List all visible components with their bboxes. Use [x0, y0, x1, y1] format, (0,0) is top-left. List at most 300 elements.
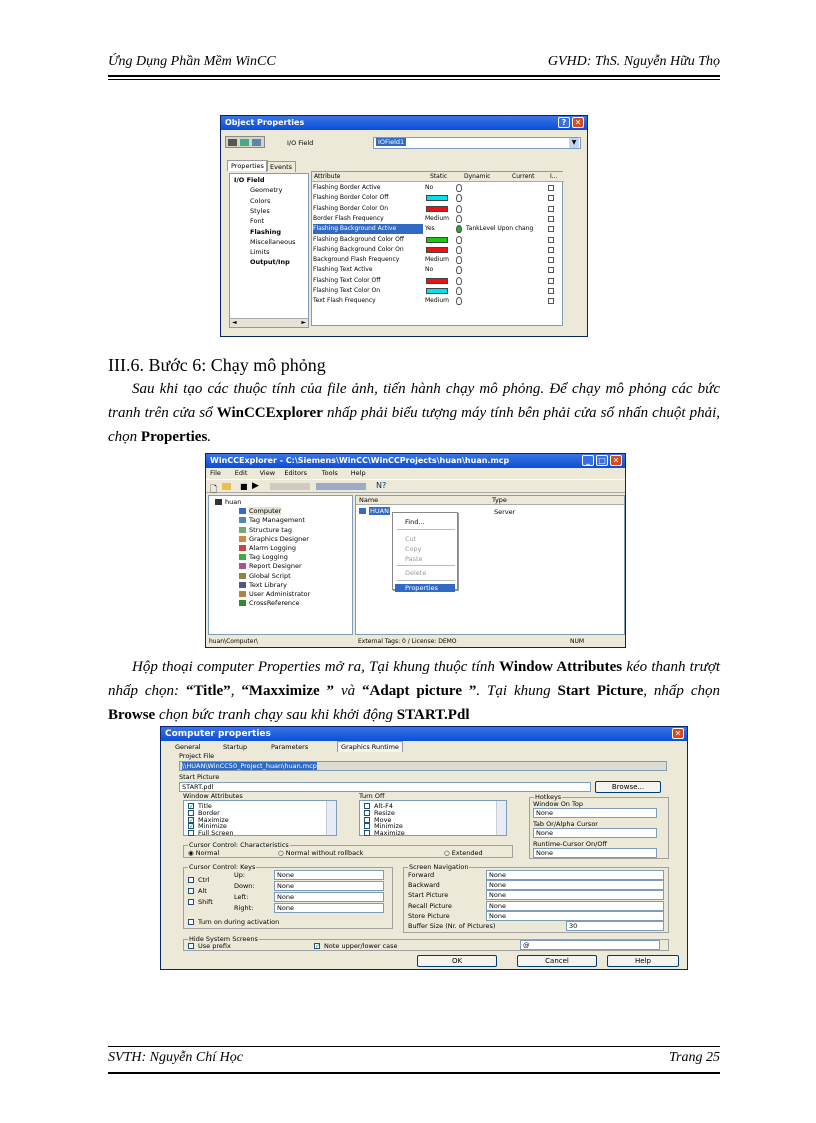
cursor-keys-label: Cursor Control: Keys [189, 863, 256, 871]
tree-item[interactable] [239, 562, 302, 570]
color-swatch[interactable] [426, 237, 448, 243]
tree-item[interactable] [239, 590, 310, 598]
close-icon[interactable]: ✕ [572, 117, 584, 128]
indirect-checkbox[interactable] [548, 216, 554, 222]
cursor-keys-group [183, 863, 393, 929]
tree-item-label: Structure tag [249, 525, 292, 534]
computer-properties-titlebar [161, 727, 687, 741]
table-row[interactable] [312, 255, 564, 265]
window-attribute-label: Title [198, 802, 212, 810]
menu-item[interactable]: Help [350, 469, 366, 477]
menu-separator [397, 529, 455, 530]
attribute-name: Flashing Background Active [313, 224, 423, 234]
color-swatch[interactable] [426, 278, 448, 284]
nav-label: Store Picture [408, 911, 450, 920]
view-icons[interactable] [316, 483, 366, 490]
window-attribute-label: Minimize [198, 822, 227, 831]
tree-item-icon [239, 582, 246, 588]
use-prefix-checkbox[interactable] [188, 942, 231, 950]
checkbox-icon[interactable] [188, 899, 194, 905]
p2-start-pdl: START.Pdl [396, 707, 470, 723]
modifier-checkbox[interactable] [188, 876, 210, 884]
help-icon[interactable]: ? [558, 117, 570, 128]
p2-m: chọn bức tranh chạy sau khi khởi động [155, 707, 397, 723]
key-field[interactable]: None [274, 870, 384, 880]
explorer-list [355, 495, 625, 635]
col-type: Type [492, 496, 507, 504]
tree-node[interactable]: Font [250, 217, 265, 226]
tree-item-icon [239, 563, 246, 569]
p1-text-a: Sau khi tạo các thuộc tính của file ảnh, tiến hành chạy mô phỏng. Để chạy mô phỏng các bức tranh trên cửa sổ [108, 381, 720, 421]
indirect-checkbox[interactable] [548, 298, 554, 304]
tab-alpha-field[interactable]: None [533, 828, 657, 838]
tree-item-label: Text Library [249, 580, 287, 589]
tree-item[interactable] [239, 535, 309, 543]
project-file-value: \\HUAN\WinCC50_Project_huan\huan.mcp [182, 762, 317, 770]
screen-navigation-group [403, 863, 669, 933]
color-swatch[interactable] [426, 206, 448, 212]
footer-right: Trang 25 [669, 1050, 720, 1065]
checkbox-icon[interactable] [364, 830, 370, 836]
scroll-right-icon[interactable]: ► [301, 319, 306, 326]
tree-item-icon [239, 554, 246, 560]
cursor-char-label: Cursor Control: Characteristics [189, 841, 289, 849]
window-attributes-label: Window Attributes [183, 792, 243, 800]
note-case-label: Note upper/lower case [324, 942, 398, 950]
tab-general[interactable]: General [175, 743, 201, 751]
indirect-checkbox[interactable] [548, 247, 554, 253]
table-row[interactable] [312, 265, 564, 275]
table-row[interactable] [312, 183, 564, 193]
key-label: Up: [234, 871, 246, 879]
list-item-huan[interactable] [359, 507, 390, 515]
tree-node[interactable]: Colors [250, 196, 271, 205]
checkbox-icon[interactable] [188, 830, 194, 836]
tree-item[interactable] [239, 599, 300, 607]
cursor-characteristics-group [183, 841, 513, 858]
window-attributes-list [183, 800, 337, 836]
tab-graphics-runtime[interactable]: Graphics Runtime [337, 741, 403, 752]
tree-node[interactable]: Geometry [250, 186, 283, 195]
table-row[interactable] [312, 235, 564, 245]
p2-start-picture: Start Picture [557, 683, 644, 699]
maximize-icon[interactable]: □ [596, 455, 608, 466]
menu-bar [206, 468, 626, 478]
menu-item[interactable]: Edit [234, 469, 248, 477]
p2-g: và [334, 683, 363, 699]
tree-item[interactable] [239, 572, 291, 580]
table-row[interactable] [312, 214, 564, 224]
dynamic-bulb-icon[interactable] [456, 236, 462, 244]
static-value: Medium [425, 256, 449, 264]
tree-item-label: Alarm Logging [249, 544, 296, 552]
status-bar [206, 637, 626, 647]
indirect-checkbox[interactable] [548, 195, 554, 201]
key-label: Right: [234, 904, 254, 912]
tree-item[interactable] [239, 581, 287, 589]
modifier-label: Alt [198, 887, 207, 895]
pin-icon[interactable] [228, 139, 237, 146]
tree-node[interactable]: Limits [250, 248, 270, 257]
p2-title: “Title” [185, 683, 231, 699]
p2-maximize: “Maxximize ” [241, 683, 335, 699]
attribute-name: Flashing Border Color On [313, 204, 389, 212]
key-field[interactable]: None [274, 881, 384, 891]
checkbox-icon[interactable]: ✓ [189, 816, 195, 824]
dynamic-bulb-icon[interactable] [456, 215, 462, 223]
object-name-select[interactable] [373, 137, 581, 149]
table-row[interactable] [312, 276, 564, 286]
new-icon[interactable]: 🗋 [210, 485, 218, 495]
p2-i: . Tại khung [476, 683, 558, 699]
attribute-name: Background Flash Frequency [313, 256, 400, 264]
use-prefix-label: Use prefix [198, 942, 231, 950]
p2-window-attributes: Window Attributes [499, 659, 623, 675]
attribute-name: Flashing Background Color On [313, 245, 404, 253]
footer-rule [108, 1046, 720, 1047]
attribute-name: Flashing Background Color Off [313, 235, 405, 243]
status-license: External Tags: 0 / License: DEMO [358, 638, 457, 645]
header-rule [108, 75, 720, 77]
stop-icon[interactable]: ■ [240, 482, 248, 491]
p1-text-e: . [207, 429, 212, 445]
context-menu-item[interactable]: Delete [405, 569, 427, 577]
key-field[interactable]: None [274, 892, 384, 902]
status-num: NUM [570, 638, 585, 645]
tree-item-label: CrossReference [249, 599, 300, 608]
close-icon[interactable]: ✕ [672, 728, 684, 739]
p2-k: , nhấp chọn [643, 683, 720, 699]
turn-off-list [359, 800, 507, 836]
window-on-top-field[interactable]: None [533, 808, 657, 818]
dynamic-bulb-icon[interactable] [456, 184, 462, 192]
tree-node[interactable]: Output/Inp [250, 258, 290, 267]
indirect-checkbox[interactable] [548, 257, 554, 263]
table-row[interactable] [312, 286, 564, 296]
turn-off-checkbox[interactable] [364, 829, 405, 837]
runtime-cursor-label: Runtime-Cursor On/Off [533, 840, 607, 848]
start-picture-label: Start Picture [179, 773, 220, 781]
attribute-name: Border Flash Frequency [313, 214, 384, 222]
tree-item-label: Report Designer [249, 562, 302, 571]
tab-startup[interactable]: Startup [223, 743, 248, 751]
tab-alpha-label: Tab Or/Alpha Cursor [533, 820, 598, 828]
key-label: Down: [234, 882, 255, 890]
modifier-label: Ctrl [198, 876, 210, 884]
context-menu-item[interactable]: Cut [405, 535, 417, 543]
table-row[interactable] [312, 296, 564, 306]
tree-item-label: User Administrator [249, 590, 311, 598]
tree-node[interactable]: Styles [250, 206, 270, 215]
radio-no-rollback-label: Normal without rollback [285, 849, 364, 857]
paste-props-icon[interactable] [252, 139, 261, 146]
wincc-explorer-window [205, 453, 626, 648]
color-swatch[interactable] [426, 288, 448, 294]
indirect-checkbox[interactable] [548, 185, 554, 191]
static-value: No [425, 184, 434, 191]
tree-scrollbar[interactable] [230, 318, 308, 327]
window-attributes-scrollbar[interactable] [326, 801, 336, 835]
help-pointer-icon[interactable]: N? [376, 481, 387, 490]
table-row[interactable] [312, 193, 564, 203]
modifier-checkbox[interactable] [188, 887, 207, 895]
tree-item-label: huan [225, 498, 242, 506]
tab-parameters[interactable]: Parameters [271, 743, 309, 751]
object-properties-window [220, 115, 588, 337]
paragraph-1 [108, 377, 720, 449]
p2-a: Hộp thoại computer Properties mở ra, Tại khung thuộc tính [132, 659, 500, 675]
table-row[interactable] [312, 224, 564, 234]
radio-normal-label: Normal [195, 849, 220, 857]
prefix-field[interactable]: @ [520, 940, 660, 950]
dynamic-bulb-icon[interactable] [456, 256, 462, 264]
section-heading: III.6. Bước 6: Chạy mô phỏng [108, 355, 326, 375]
checkbox-icon[interactable] [188, 877, 194, 883]
tree-item-label: Computer [249, 507, 282, 516]
object-type-label: I/O Field [287, 139, 314, 147]
computer-properties-window [160, 726, 688, 970]
list-item-name: HUAN [370, 507, 389, 515]
p1-text-c: nhấp phải biểu tượng máy tính bên phải cửa sổ nhấn chuột phải, chọn [108, 405, 721, 445]
tree-item-icon [239, 591, 246, 597]
turn-off-label: Move [374, 815, 392, 824]
tree-item-icon [239, 545, 246, 551]
clipboard-icons[interactable] [270, 483, 310, 490]
hide-system-screens-group [183, 935, 669, 951]
object-properties-titlebar [221, 116, 587, 130]
menu-item[interactable]: Editors [284, 469, 308, 477]
tab-events[interactable]: Events [266, 161, 296, 172]
dynamic-bulb-icon[interactable] [456, 225, 462, 233]
dynamic-bulb-icon[interactable] [456, 287, 462, 295]
nav-field[interactable]: None [486, 901, 664, 911]
attribute-name: Text Flash Frequency [313, 297, 376, 305]
context-menu-item[interactable]: Find... [405, 518, 425, 526]
screen-nav-label: Screen Navigation [409, 863, 469, 871]
tree-item[interactable] [239, 516, 305, 524]
tree-item-label: Graphics Designer [249, 534, 309, 543]
page-header [108, 54, 720, 74]
nav-label: Start Picture [408, 891, 449, 900]
dynamic-bulb-icon[interactable] [456, 246, 462, 254]
hotkeys-group [529, 793, 669, 859]
table-row[interactable] [312, 245, 564, 255]
p1-bold-properties: Properties [140, 429, 208, 445]
project-file-label: Project File [179, 752, 215, 760]
tree-node[interactable]: I/O Field [234, 176, 265, 184]
tree-item-label: Global Script [249, 571, 291, 580]
attribute-name: Flashing Text Active [313, 266, 373, 274]
attribute-name: Flashing Text Color On [313, 287, 381, 294]
dynamic-bulb-icon[interactable] [456, 277, 462, 285]
nav-field[interactable]: None [486, 911, 664, 921]
dynamic-bulb-icon[interactable] [456, 205, 462, 213]
attribute-name: Flashing Text Color Off [313, 276, 381, 284]
nav-field[interactable]: None [486, 870, 664, 880]
indirect-checkbox[interactable] [548, 226, 554, 232]
static-value: Medium [425, 297, 449, 305]
toolbar [206, 479, 626, 493]
header-rule-thin [108, 79, 720, 80]
col-attribute: Attribute [314, 173, 341, 180]
help-button[interactable]: Help [607, 955, 679, 967]
tree-item[interactable] [239, 544, 296, 552]
window-attribute-label: Maximize [198, 815, 229, 824]
runtime-cursor-field[interactable]: None [533, 848, 657, 858]
play-icon[interactable]: ▶ [252, 481, 259, 491]
static-value: No [425, 266, 434, 274]
turn-on-activation-label: Turn on during activation [198, 918, 280, 926]
buffer-field[interactable]: 30 [566, 921, 664, 931]
checkbox-icon[interactable]: ✓ [189, 803, 195, 810]
tree-item-icon [239, 508, 246, 514]
turn-off-label: Turn Off [359, 792, 385, 800]
radio-normal[interactable]: ◉ Normal [188, 849, 220, 857]
indirect-checkbox[interactable] [548, 278, 554, 284]
paragraph-2 [108, 655, 720, 727]
tree-item-label: Tag Management [249, 516, 305, 525]
menu-item[interactable]: Tools [321, 469, 338, 477]
menu-separator [397, 565, 455, 566]
status-path: huan\Computer\ [209, 638, 258, 645]
toolbar-buttons[interactable] [225, 136, 265, 148]
explorer-tree [208, 495, 353, 635]
window-attribute-checkbox[interactable] [188, 829, 234, 837]
checkbox-icon[interactable] [188, 888, 194, 894]
browse-button[interactable]: Browse... [595, 781, 661, 793]
dynamic-bulb-icon[interactable] [456, 194, 462, 202]
p2-browse: Browse [108, 707, 156, 723]
tree-item-label: Tag Logging [249, 553, 288, 562]
p2-c: kéo thanh trượt nhấp chọn: [108, 659, 721, 699]
open-icon[interactable] [222, 483, 231, 490]
tab-properties[interactable]: Properties [227, 160, 268, 171]
header-left: Ứng Dụng Phần Mềm WinCC [108, 54, 276, 69]
buffer-label: Buffer Size (Nr. of Pictures) [408, 922, 496, 930]
footer-rule-thick [108, 1072, 720, 1074]
indirect-checkbox[interactable] [548, 288, 554, 294]
nav-label: Backward [408, 881, 440, 890]
nav-label: Recall Picture [408, 901, 452, 910]
header-right: GVHD: ThS. Nguyễn Hữu Thọ [547, 54, 720, 69]
list-header [356, 496, 624, 505]
col-static: Static [430, 173, 448, 180]
list-item-type: Server [494, 508, 516, 516]
nav-field[interactable]: None [486, 880, 664, 890]
nav-label: Forward [408, 871, 435, 879]
indirect-checkbox[interactable] [548, 237, 554, 243]
col-dynamic: Dynamic [464, 173, 491, 180]
tree-item[interactable] [239, 526, 292, 534]
attribute-name: Flashing Border Active [313, 184, 381, 191]
tree-item-icon [215, 499, 222, 505]
explorer-title: WinCCExplorer - C:\Siemens\WinCC\WinCCProjects\huan\huan.mcp [210, 456, 510, 465]
radio-no-rollback[interactable]: ○ Normal without rollback [278, 849, 364, 857]
tree-node[interactable]: Flashing [250, 227, 282, 236]
dynamic-bulb-icon[interactable] [456, 266, 462, 274]
table-row[interactable] [312, 204, 564, 214]
col-name: Name [359, 496, 379, 504]
tree-item-icon [239, 600, 246, 606]
turn-off-label: Minimize [374, 822, 403, 831]
static-value: Medium [425, 214, 449, 222]
chevron-down-icon[interactable]: ▼ [569, 138, 579, 148]
explorer-titlebar [206, 454, 625, 468]
color-swatch[interactable] [426, 195, 448, 201]
color-swatch[interactable] [426, 247, 448, 253]
turn-off-label: Resize [374, 808, 395, 817]
col-current: Current [512, 173, 535, 180]
tree-item-icon [239, 517, 246, 523]
tree-item-icon [239, 536, 246, 542]
minimize-icon[interactable]: _ [582, 455, 594, 466]
hotkeys-label: Hotkeys [535, 793, 562, 801]
note-case-checkbox[interactable]: ✓ Note upper/lower case [315, 942, 398, 950]
project-file-field [179, 761, 667, 771]
radio-extended[interactable]: ○ Extended [444, 849, 483, 857]
dynamic-value: TankLevel Upon chang [466, 225, 534, 233]
ok-button[interactable]: OK [417, 955, 497, 967]
cp-title: Computer properties [165, 729, 271, 739]
start-picture-field[interactable]: START.pdl [179, 782, 591, 792]
table-header [312, 172, 564, 182]
copy-props-icon[interactable] [240, 139, 249, 146]
window-title: Object Properties [225, 118, 305, 127]
context-menu-item[interactable]: Properties [395, 584, 455, 592]
close-icon[interactable]: ✕ [610, 455, 622, 466]
checkbox-icon[interactable]: ✓ [189, 823, 195, 831]
turn-off-label: Alt-F4 [374, 802, 394, 810]
tree-item-icon [239, 573, 246, 579]
window-attribute-label: Full Screen [198, 829, 234, 838]
radio-extended-label: Extended [451, 849, 483, 857]
attribute-name: Flashing Border Color Off [313, 194, 389, 202]
key-label: Left: [234, 893, 249, 901]
turn-off-label: Maximize [374, 829, 405, 838]
window-on-top-label: Window On Top [533, 800, 583, 808]
tree-item[interactable] [215, 498, 241, 506]
tree-item[interactable] [239, 553, 288, 561]
col-indirect: I... [550, 173, 558, 180]
scroll-left-icon[interactable]: ◄ [232, 319, 237, 326]
modifier-checkbox[interactable] [188, 898, 213, 906]
dynamic-bulb-icon[interactable] [456, 297, 462, 305]
page-footer [108, 1050, 720, 1070]
nav-field[interactable]: None [486, 890, 664, 900]
indirect-checkbox[interactable] [548, 206, 554, 212]
computer-icon [359, 508, 366, 514]
turn-off-scrollbar[interactable] [496, 801, 506, 835]
indirect-checkbox[interactable] [548, 267, 554, 273]
key-field[interactable]: None [274, 903, 384, 913]
tree-item[interactable] [239, 507, 281, 515]
p2-adapt: “Adapt picture ” [362, 683, 477, 699]
window-attribute-label: Border [198, 808, 220, 817]
object-name-value: IOField1 [378, 138, 405, 146]
p1-bold-wincc: WinCCExplorer [216, 405, 323, 421]
footer-left: SVTH: Nguyễn Chí Học [108, 1050, 243, 1065]
cancel-button[interactable]: Cancel [517, 955, 597, 967]
menu-item[interactable]: View [259, 469, 276, 477]
tree-node[interactable]: Miscellaneous [250, 237, 296, 246]
menu-item[interactable]: File [210, 469, 221, 477]
context-menu-item[interactable]: Copy [405, 545, 422, 553]
hide-label: Hide System Screens [189, 935, 258, 943]
p2-e: , [230, 683, 242, 699]
tree-item-icon [239, 527, 246, 533]
context-menu-item[interactable]: Paste [405, 555, 423, 563]
turn-on-activation-checkbox[interactable] [188, 918, 279, 926]
